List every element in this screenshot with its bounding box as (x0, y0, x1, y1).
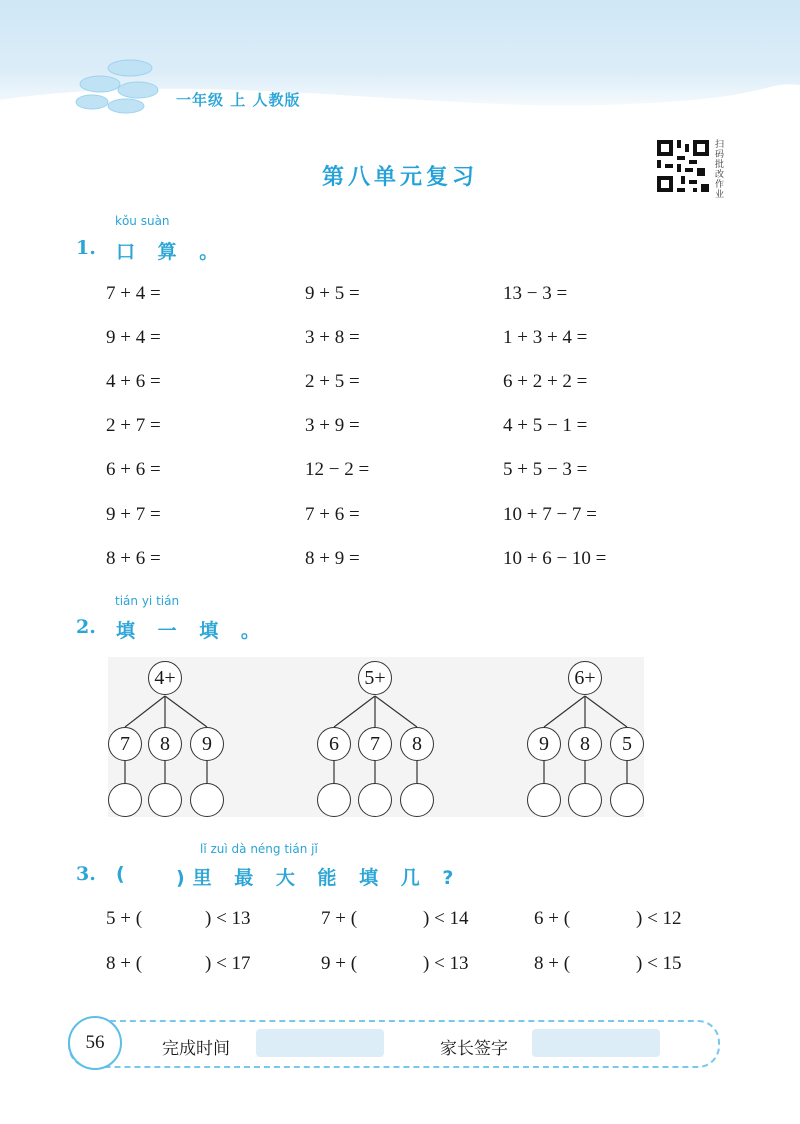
q2-label: 填 一 填 。 (116, 620, 268, 642)
q1-number: 1. (76, 237, 96, 259)
answer-circle[interactable] (108, 783, 142, 817)
q3-right: ) < 15 (636, 953, 682, 974)
q3-right: ) < 17 (205, 953, 251, 974)
tree-child-node: 8 (400, 727, 434, 761)
q1-item: 7 + 4 = (106, 283, 161, 304)
q3-left: 5 + ( (106, 908, 143, 929)
tree-child-node: 6 (317, 727, 351, 761)
q1-item: 9 + 7 = (106, 504, 161, 525)
answer-circle[interactable] (358, 783, 392, 817)
answer-circle[interactable] (610, 783, 644, 817)
answer-circle[interactable] (568, 783, 602, 817)
tree-child-node: 5 (610, 727, 644, 761)
q3-left: 7 + ( (321, 908, 358, 929)
q1-item: 10 + 7 − 7 = (503, 504, 597, 525)
answer-circle[interactable] (317, 783, 351, 817)
completion-time-field[interactable] (256, 1029, 384, 1057)
q1-item: 6 + 6 = (106, 459, 161, 480)
q1-item: 6 + 2 + 2 = (503, 371, 588, 392)
q1-item: 4 + 5 − 1 = (503, 415, 588, 436)
tree-child-node: 8 (568, 727, 602, 761)
q3-pinyin: lǐ zuì dà néng tián jǐ (200, 842, 318, 856)
qr-caption: 扫码批改作业 (715, 140, 725, 200)
q1-item: 2 + 5 = (305, 371, 360, 392)
q1-item: 4 + 6 = (106, 371, 161, 392)
answer-circle[interactable] (527, 783, 561, 817)
q1-item: 5 + 5 − 3 = (503, 459, 588, 480)
q1-item: 9 + 4 = (106, 327, 161, 348)
tree-top-node: 5+ (358, 661, 392, 695)
tree-child-node: 7 (358, 727, 392, 761)
q3-right: ) < 14 (423, 908, 469, 929)
q1-item: 8 + 6 = (106, 548, 161, 569)
q3-open-paren: ( (116, 863, 133, 885)
tree-child-node: 7 (108, 727, 142, 761)
q1-item: 8 + 9 = (305, 548, 360, 569)
page-number: 56 (68, 1016, 122, 1070)
parent-signature-field[interactable] (532, 1029, 660, 1057)
tree-top-node: 6+ (568, 661, 602, 695)
tree-child-node: 8 (148, 727, 182, 761)
q3-left: 8 + ( (534, 953, 571, 974)
page-title: 第八单元复习 (321, 165, 478, 190)
q2-pinyin: tián yi tián (115, 594, 180, 608)
tree-child-node: 9 (190, 727, 224, 761)
answer-circle[interactable] (400, 783, 434, 817)
tree-child-node: 9 (527, 727, 561, 761)
q1-item: 3 + 8 = (305, 327, 360, 348)
q3-right: ) < 12 (636, 908, 682, 929)
q1-item: 10 + 6 − 10 = (503, 548, 607, 569)
q3-right: ) < 13 (423, 953, 469, 974)
q1-item: 13 − 3 = (503, 283, 568, 304)
q3-left: 6 + ( (534, 908, 571, 929)
answer-circle[interactable] (148, 783, 182, 817)
q1-pinyin: kǒu suàn (115, 214, 170, 228)
answer-circle[interactable] (190, 783, 224, 817)
completion-time-label: 完成时间 (162, 1039, 230, 1059)
tree-top-node: 4+ (148, 661, 182, 695)
q1-item: 12 − 2 = (305, 459, 370, 480)
number-tree-panel (108, 657, 644, 817)
grade-label: 一年级 上 人教版 (176, 91, 301, 109)
q1-item: 7 + 6 = (305, 504, 360, 525)
q1-item: 1 + 3 + 4 = (503, 327, 588, 348)
q2-number: 2. (76, 616, 96, 638)
q1-item: 3 + 9 = (305, 415, 360, 436)
cloud-decoration (70, 56, 170, 116)
q1-item: 9 + 5 = (305, 283, 360, 304)
q3-label: )里 最 大 能 填 几 ? (176, 867, 462, 889)
q3-right: ) < 13 (205, 908, 251, 929)
q3-left: 9 + ( (321, 953, 358, 974)
qr-code-icon[interactable] (657, 140, 709, 192)
q1-item: 2 + 7 = (106, 415, 161, 436)
q3-number: 3. (76, 863, 96, 885)
parent-signature-label: 家长签字 (440, 1039, 508, 1059)
q3-left: 8 + ( (106, 953, 143, 974)
q1-label: 口 算 。 (116, 241, 227, 263)
